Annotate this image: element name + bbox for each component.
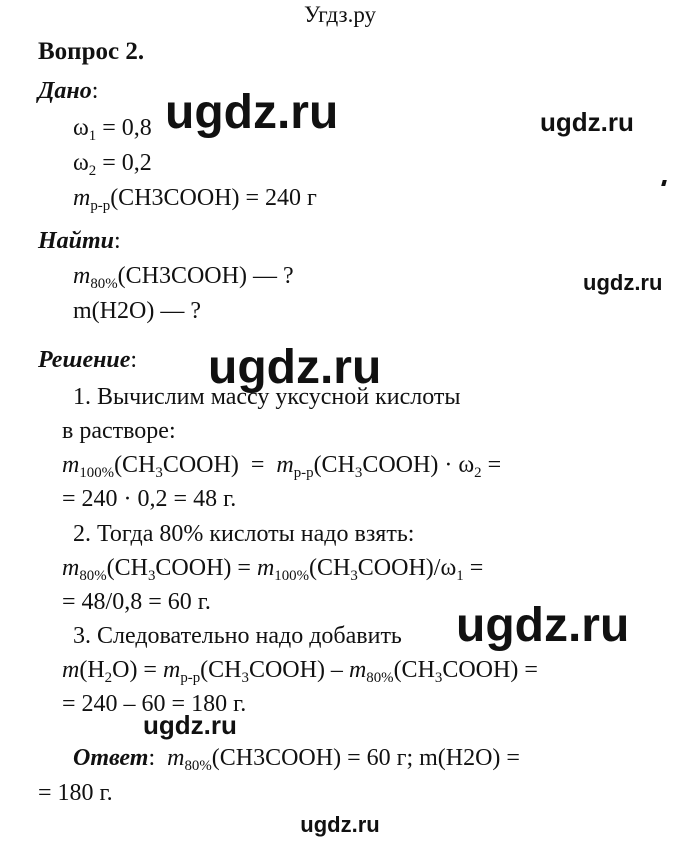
given-w2-value: = 0,2 (102, 150, 152, 176)
site-header: Угдз.ру (303, 2, 377, 27)
ink-mark (661, 180, 667, 186)
given-heading: Дано: (38, 78, 99, 104)
step1-text-cont: в растворе: (62, 418, 176, 444)
step2-calc: = 48/0,8 = 60 г. (62, 589, 211, 615)
footer-site: ugdz.ru (300, 812, 380, 837)
find-mh2o: m(H2O) — ? (73, 298, 201, 324)
step1-text: 1. Вычислим массу уксусной кислоты (73, 384, 461, 410)
find-m80-value: (CH3COOH) — ? (117, 263, 294, 289)
watermark: ugdz.ru (165, 86, 339, 139)
given-w1-value: = 0,8 (102, 115, 152, 141)
given-m-solution-value: (CH3COOH) = 240 г (110, 185, 317, 211)
answer-cont: = 180 г. (38, 780, 113, 806)
watermark: ugdz.ru (456, 599, 630, 652)
solution-label: Решение (38, 347, 131, 373)
find-m80: $m_{80\%}(CH3COOH)$ — ? (73, 263, 294, 293)
question-title: Вопрос 2. (38, 38, 145, 65)
given-w2: $\omega_2 = 0,2$ (73, 150, 152, 180)
watermark: ugdz.ru (540, 107, 634, 137)
find-heading: Найти: (38, 228, 121, 254)
answer-value: (CH3COOH) = 60 г; m(H2O) = (211, 745, 520, 771)
answer-line: Ответ: $m_{80\%}(CH3COOH) = 60$ г; m(H2O) = (73, 745, 520, 775)
step3-text: 3. Следовательно надо добавить (73, 623, 402, 649)
step2-text: 2. Тогда 80% кислоты надо взять: (73, 521, 415, 547)
step1-formula: $m_{100\%}(CH_3COOH)$ = $m_{р-р}(CH_3COOH) \cdot \omega_2$ = (62, 452, 502, 482)
given-m-solution: $m_{р-р}(CH3COOH) = 240$ г (73, 185, 317, 215)
find-label: Найти (38, 228, 115, 254)
given-label: Дано (38, 78, 92, 104)
step3-formula: $m(H_2O)$ = $m_{р-р}(CH_3COOH)$ – $m_{80\%}(CH_3COOH)$ = (62, 657, 538, 687)
watermark: ugdz.ru (208, 341, 382, 394)
step2-formula: $m_{80\%}(CH_3COOH)$ = $m_{100\%}(CH_3COOH)/\omega_1$ = (62, 555, 484, 585)
watermark: ugdz.ru (143, 710, 237, 740)
watermark: ugdz.ru (583, 270, 663, 295)
given-w1: $\omega_1 = 0,8$ (73, 115, 152, 145)
solution-heading: Решение: (38, 347, 138, 373)
step3-calc: = 240 – 60 = 180 г. (62, 691, 247, 717)
answer-label: Ответ (73, 745, 149, 771)
step1-calc: = 240 · 0,2 = 48 г. (62, 486, 237, 512)
